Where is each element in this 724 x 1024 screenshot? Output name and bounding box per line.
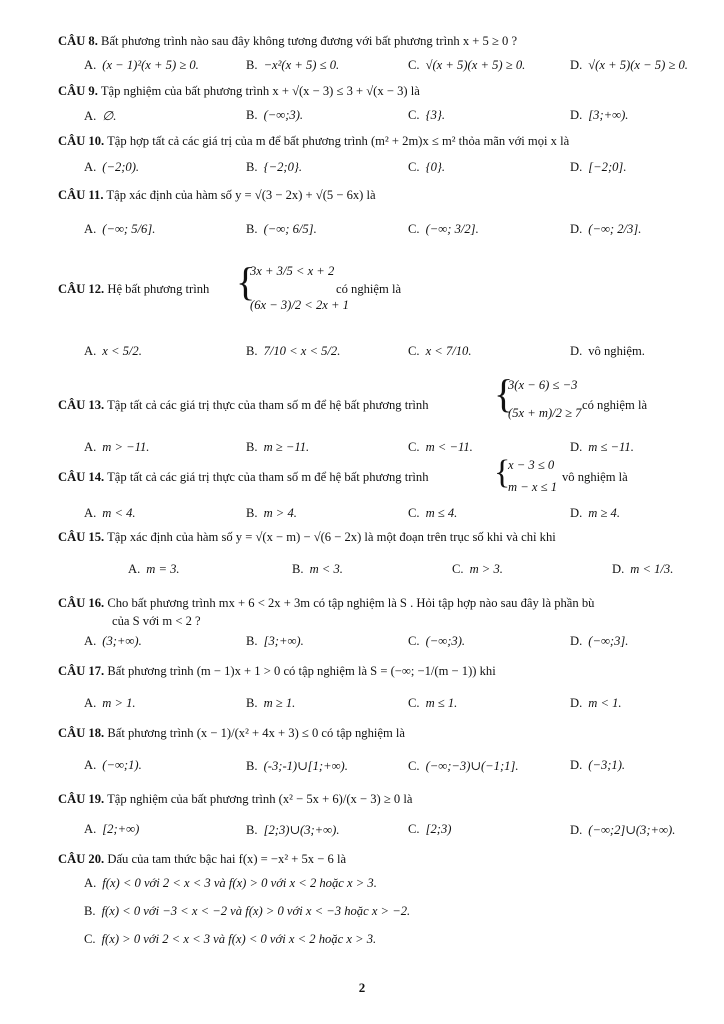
- option-d: D. √(x + 5)(x − 5) ≥ 0.: [570, 58, 688, 72]
- option-c: C. {3}.: [408, 108, 446, 122]
- question-13-after: có nghiệm là: [582, 398, 648, 412]
- question-text: Hệ bất phương trình: [107, 282, 210, 296]
- system-line: 3x + 3/5 < x + 2: [250, 264, 335, 278]
- option-c: C. x < 7/10.: [408, 344, 472, 358]
- option-d: D. (−∞;3].: [570, 634, 629, 648]
- question-text: Tập nghiệm của bất phương trình x + √(x − 3) ≤ 3 + √(x − 3) là: [100, 84, 420, 98]
- system-line: x − 3 ≤ 0: [508, 458, 555, 472]
- option-c: C. [2;3): [408, 822, 452, 836]
- option-b: B. m ≥ 1.: [246, 696, 296, 710]
- question-19: [58, 792, 704, 807]
- option-b: B. {−2;0}.: [246, 160, 303, 174]
- option-c: C. m > 3.: [452, 562, 503, 576]
- question-20: [58, 852, 704, 867]
- option-c: C. (−∞;3).: [408, 634, 466, 648]
- question-text: Cho bất phương trình mx + 6 < 2x + 3m có tập nghiệm là S . Hỏi tập hợp nào sau đây là phần bù: [107, 596, 595, 610]
- system-line: (6x − 3)/2 < 2x + 1: [250, 298, 349, 312]
- option-b: B. m > 4.: [246, 506, 297, 520]
- options-9: [84, 108, 704, 126]
- option-c: C. (−∞;−3)∪(−1;1].: [408, 759, 519, 773]
- question-text: Tập tất cả các giá trị thực của tham số m để hệ bất phương trình: [107, 470, 429, 484]
- options-15: [84, 562, 704, 580]
- question-label: CÂU 8.: [58, 34, 98, 48]
- option-a: A. ∅.: [84, 109, 117, 123]
- option-b: B. [2;3)∪(3;+∞).: [246, 823, 340, 837]
- option-c: C. m < −11.: [408, 440, 473, 454]
- option-a: A. f(x) < 0 với 2 < x < 3 và f(x) > 0 với x < 2 hoặc x > 3.: [84, 876, 377, 890]
- option-d: D. [3;+∞).: [570, 108, 629, 122]
- question-text: Bất phương trình nào sau đây không tương đương với bất phương trình x + 5 ≥ 0 ?: [101, 34, 518, 48]
- options-13: [84, 440, 704, 458]
- option-b: B. (-3;-1)∪[1;+∞).: [246, 759, 348, 773]
- question-10: [58, 134, 704, 149]
- option-a: A. (3;+∞).: [84, 634, 142, 648]
- question-12-after: có nghiệm là: [336, 282, 402, 296]
- options-17: [84, 696, 704, 714]
- question-label: CÂU 12.: [58, 282, 105, 296]
- option-a: A. (x − 1)²(x + 5) ≥ 0.: [84, 58, 199, 72]
- options-12: [84, 344, 704, 362]
- option-c: C. m ≤ 1.: [408, 696, 458, 710]
- question-label: CÂU 20.: [58, 852, 105, 866]
- question-label: CÂU 10.: [58, 134, 105, 148]
- question-label: CÂU 11.: [58, 188, 104, 202]
- question-label: CÂU 16.: [58, 596, 105, 610]
- option-a: A. [2;+∞): [84, 822, 140, 836]
- option-d: D. m ≤ −11.: [570, 440, 634, 454]
- question-15: [58, 530, 704, 545]
- question-14-after: vô nghiệm là: [562, 470, 628, 484]
- system-line: 3(x − 6) ≤ −3: [508, 378, 578, 392]
- option-a: A. m > 1.: [84, 696, 136, 710]
- option-a: A. (−∞;1).: [84, 758, 142, 772]
- page-number: 2: [358, 980, 366, 995]
- option-a: A. m > −11.: [84, 440, 150, 454]
- options-14: [84, 506, 704, 524]
- question-text: Tập hợp tất cả các giá trị của m để bất phương trình (m² + 2m)x ≤ m² thỏa mãn với mọi x là: [107, 134, 570, 148]
- question-text: Tập xác định của hàm số y = √(3 − 2x) + √(5 − 6x) là: [106, 188, 376, 202]
- inequality-system-13: { 3(x − 6) ≤ −3 (5x + m)/2 ≥ 7: [494, 371, 582, 420]
- option-a: A. m = 3.: [128, 562, 180, 576]
- options-11: [84, 222, 704, 240]
- question-label: CÂU 19.: [58, 792, 105, 806]
- option-d: D. m < 1/3.: [612, 562, 674, 576]
- option-a: A. m < 4.: [84, 506, 136, 520]
- question-text: Tập nghiệm của bất phương trình (x² − 5x + 6)/(x − 3) ≥ 0 là: [107, 792, 413, 806]
- option-a: A. (−2;0).: [84, 160, 140, 174]
- question-label: CÂU 9.: [58, 84, 98, 98]
- option-c: C. m ≤ 4.: [408, 506, 458, 520]
- question-11: [58, 188, 704, 203]
- option-c: C. √(x + 5)(x + 5) ≥ 0.: [408, 58, 526, 72]
- question-8: [58, 34, 704, 49]
- question-text: Tập tất cả các giá trị thực của tham số m để hệ bất phương trình: [107, 398, 429, 412]
- system-line: (5x + m)/2 ≥ 7: [508, 406, 582, 420]
- question-17: [58, 664, 704, 679]
- options-18: [84, 758, 704, 776]
- option-b: B. m ≥ −11.: [246, 440, 310, 454]
- option-b: B. −x²(x + 5) ≤ 0.: [246, 58, 340, 72]
- option-b: B. (−∞;3).: [246, 108, 304, 122]
- options-10: [84, 160, 704, 178]
- option-d: D. m ≥ 4.: [570, 506, 620, 520]
- question-16-continuation: của S với m < 2 ?: [112, 614, 201, 628]
- question-18: [58, 726, 704, 741]
- option-d: D. m < 1.: [570, 696, 622, 710]
- option-a: A. x < 5/2.: [84, 344, 142, 358]
- option-d: D. (−∞;2]∪(3;+∞).: [570, 823, 676, 837]
- question-text: Tập xác định của hàm số y = √(x − m) − √(6 − 2x) là một đoạn trên trục số khi và chỉ khi: [107, 530, 556, 544]
- options-19: [84, 822, 704, 840]
- option-d: D. (−3;1).: [570, 758, 626, 772]
- question-label: CÂU 15.: [58, 530, 105, 544]
- question-9: [58, 84, 704, 99]
- options-16: [84, 634, 704, 652]
- option-b: B. 7/10 < x < 5/2.: [246, 344, 341, 358]
- option-d: D. [−2;0].: [570, 160, 627, 174]
- question-16: [58, 596, 704, 611]
- option-d: D. (−∞; 2/3].: [570, 222, 642, 236]
- option-b: B. (−∞; 6/5].: [246, 222, 317, 236]
- system-line: m − x ≤ 1: [508, 480, 557, 494]
- option-c: C. {0}.: [408, 160, 446, 174]
- inequality-system-14: { x − 3 ≤ 0 m − x ≤ 1: [494, 454, 557, 494]
- option-b: B. [3;+∞).: [246, 634, 304, 648]
- question-text: Dấu của tam thức bậc hai f(x) = −x² + 5x − 6 là: [107, 852, 347, 866]
- option-a: A. (−∞; 5/6].: [84, 222, 156, 236]
- question-label: CÂU 18.: [58, 726, 105, 740]
- inequality-system-12: { 3x + 3/5 < x + 2 (6x − 3)/2 < 2x + 1: [236, 259, 349, 312]
- option-b: B. f(x) < 0 với −3 < x < −2 và f(x) > 0 với x < −3 hoặc x > −2.: [84, 904, 411, 918]
- question-label: CÂU 13.: [58, 398, 105, 412]
- option-d: D. vô nghiệm.: [570, 344, 645, 358]
- question-text: Bất phương trình (m − 1)x + 1 > 0 có tập nghiệm là S = (−∞; −1/(m − 1)) khi: [107, 664, 496, 678]
- question-label: CÂU 17.: [58, 664, 105, 678]
- option-c: C. f(x) > 0 với 2 < x < 3 và f(x) < 0 với x < 2 hoặc x > 3.: [84, 932, 377, 946]
- option-b: B. m < 3.: [292, 562, 343, 576]
- option-c: C. (−∞; 3/2].: [408, 222, 479, 236]
- question-label: CÂU 14.: [58, 470, 105, 484]
- options-8: [84, 58, 704, 76]
- question-text: Bất phương trình (x − 1)/(x² + 4x + 3) ≤ 0 có tập nghiệm là: [107, 726, 406, 740]
